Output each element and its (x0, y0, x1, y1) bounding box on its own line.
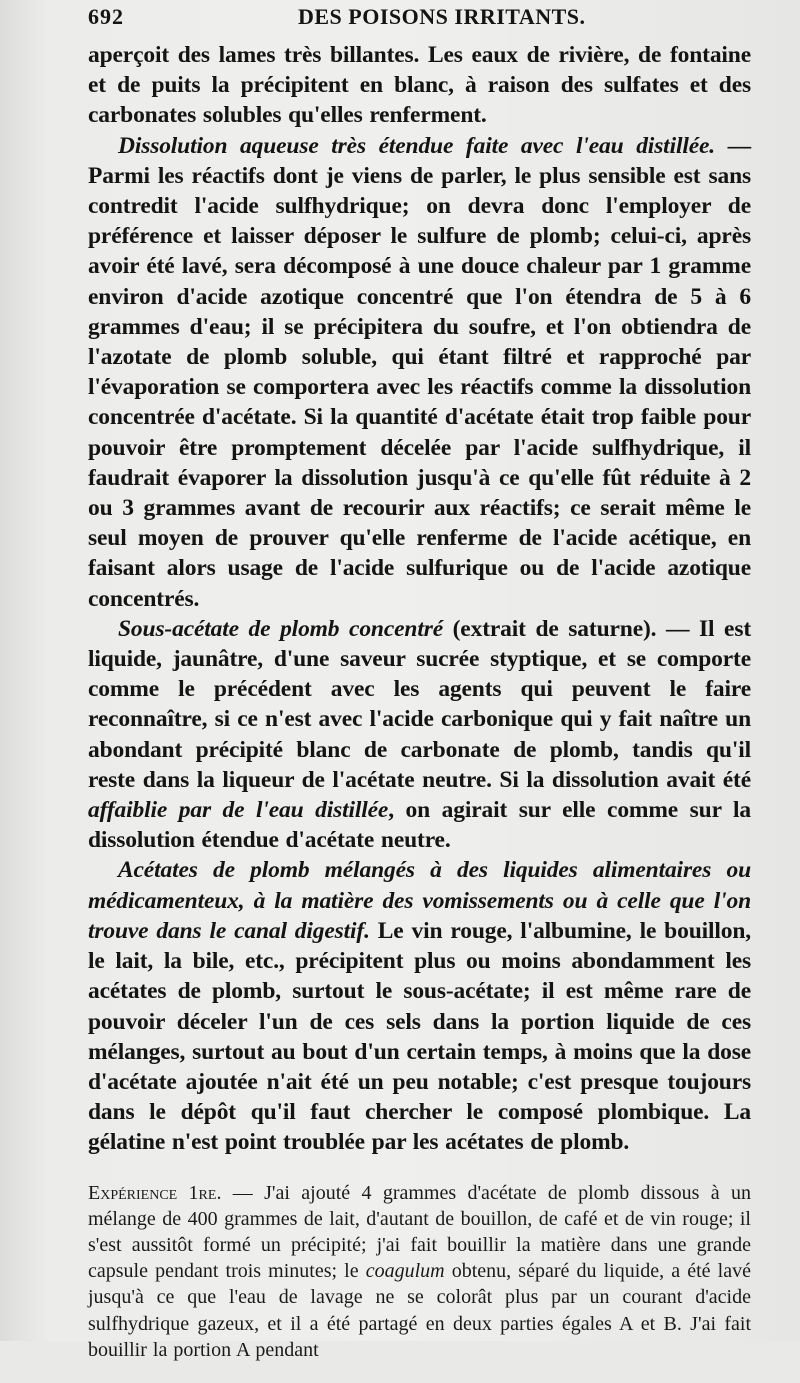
paragraph-3-text-b: , on agirait sur elle comme sur la dissolution étendue d'acétate neutre. (88, 797, 751, 854)
paragraph-3-title: Sous-acétate de plomb concentré (118, 615, 443, 642)
paragraph-3-text-a: (extrait de saturne). — Il est liquide, jaunâtre, d'une saveur sucrée styptique, et se comporte comme le précédent avec les agents qui peuvent le faire reconnaître, si ce n'est avec l'acide carbonique qui y fait naître un abondant précipité blanc de carbonate de plomb, tandis qu'il reste dans la liqueur de l'acétate neutre. Si la dissolution avait été (88, 615, 751, 793)
page-body (88, 40, 751, 1383)
experience-label: Expérience 1re. (88, 1181, 222, 1204)
experience-text-b: obtenu, séparé du liquide, a été lavé jusqu'à ce que l'eau de lavage ne se colorât plus par un courant d'acide sulfhydrique gazeux, et il a été partagé en deux parties égales A et B. J'ai fait bouillir la portion A pendant (88, 1260, 751, 1361)
paragraph-2 (88, 131, 751, 614)
paragraph-1 (88, 40, 751, 131)
paragraph-1-text: aperçoit des lames très billantes. Les eaux de rivière, de fontaine et de puits la précipitent en blanc, à raison des sulfates et des carbonates solubles qu'elles renferment. (88, 42, 751, 129)
page-header (88, 2, 748, 36)
paragraph-3-italic: affaiblie par de l'eau distillée (88, 797, 389, 824)
experience-paragraph (88, 1180, 751, 1363)
experience-text-a: — J'ai ajouté 4 grammes d'acétate de plomb dissous à un mélange de 400 grammes de lait, d'autant de bouillon, de café et de vin rouge; il s'est aussitôt formé un précipité; j'ai fait bouillir la matière dans une grande capsule pendant trois minutes; le (88, 1181, 752, 1283)
paragraph-4-title: Acétates de plomb mélangés à des liquides alimentaires ou médicamenteux, à la matière des vomissements ou à celle que l'on trouve dans le canal digestif. (88, 857, 751, 944)
paragraph-4-text: Le vin rouge, l'albumine, le bouillon, le lait, la bile, etc., précipitent plus ou moins abondamment les acétates de plomb, surtout le sous-acétate; il est même rare de pouvoir déceler l'un de ces sels dans la portion liquide de ces mélanges, surtout au bout d'un certain temps, à moins que la dose d'acétate ajoutée n'ait été un peu notable; c'est presque toujours dans le dépôt qu'il faut chercher le composé plombique. La gélatine n'est point troublée par les acétates de plomb. (88, 917, 751, 1156)
paragraph-2-text: — Parmi les réactifs dont je viens de parler, le plus sensible est sans contredit l'acide sulfhydrique; on devra donc l'employer de préférence et laisser déposer le sulfure de plomb; celui-ci, après avoir été lavé, sera décomposé à une douce chaleur par 1 gramme environ d'acide azotique concentré que l'on étendra de 5 à 6 grammes d'eau; il se précipitera du soufre, et l'on obtiendra de l'azotate de plomb soluble, qui étant filtré et rapproché par l'évaporation se comportera avec les réactifs comme la dissolution concentrée d'acétate. Si la quantité d'acétate était trop faible pour pouvoir être promptement décelée par l'acide sulfhydrique, il faudrait évaporer la dissolution jusqu'à ce qu'elle fût réduite à 2 ou 3 grammes avant de recourir aux réactifs; ce serait même le seul moyen de prouver qu'elle renferme de l'acide acétique, en faisant alors usage de l'acide sulfurique ou de l'acide azotique concentrés. (88, 132, 752, 612)
experience-italic: coagulum (365, 1260, 445, 1283)
paragraph-3 (88, 614, 751, 856)
paragraph-4 (88, 855, 751, 1157)
page-number: 692 (88, 4, 124, 29)
running-head: DES POISONS IRRITANTS. (298, 4, 586, 29)
paragraph-2-title: Dissolution aqueuse très étendue faite avec l'eau distillée. (118, 132, 715, 159)
